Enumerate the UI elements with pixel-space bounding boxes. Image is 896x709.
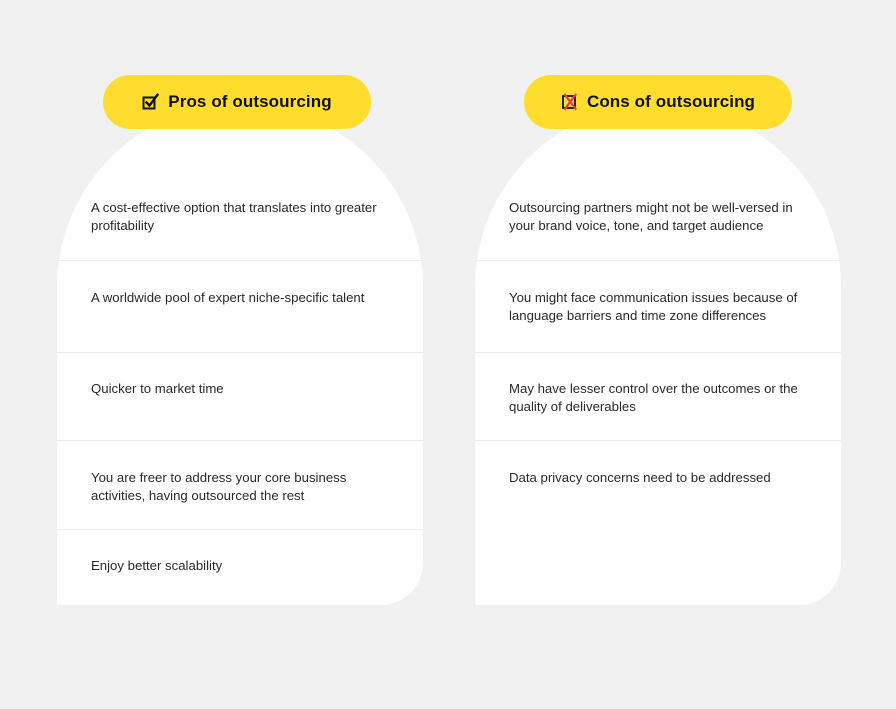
cons-title: Cons of outsourcing: [586, 92, 756, 111]
pros-panel: [57, 104, 423, 605]
cons-item-4: Data privacy concerns need to be addressed: [509, 470, 771, 485]
pros-title: Pros of outsourcing: [168, 92, 332, 111]
pros-divider-1: [57, 260, 423, 261]
pros-item-3: Quicker to market time: [91, 381, 224, 396]
pros-item-5: Enjoy better scalability: [91, 558, 223, 573]
cons-item-1: Outsourcing partners might not be well-versed in your brand voice, tone, and target audience: [509, 200, 793, 233]
cons-divider-1: [475, 260, 841, 261]
cons-divider-2: [475, 352, 841, 353]
cons-divider-3: [475, 440, 841, 441]
pros-item-2: A worldwide pool of expert niche-specific talent: [91, 290, 365, 305]
pros-item-4: You are freer to address your core business activities, having outsourced the rest: [91, 470, 347, 503]
pros-header: [103, 75, 371, 129]
pros-divider-3: [57, 440, 423, 441]
cons-item-3: May have lesser control over the outcomes or the quality of deliverables: [509, 381, 798, 414]
cons-header: [524, 75, 792, 129]
pros-item-1: A cost-effective option that translates into greater profitability: [91, 200, 377, 233]
cons-panel: [475, 104, 841, 605]
checkbox-check-icon: [142, 93, 160, 111]
pros-divider-4: [57, 529, 423, 530]
checkbox-x-icon: [561, 93, 579, 111]
cons-item-2: You might face communication issues because of language barriers and time zone differences: [509, 290, 798, 323]
pros-divider-2: [57, 352, 423, 353]
